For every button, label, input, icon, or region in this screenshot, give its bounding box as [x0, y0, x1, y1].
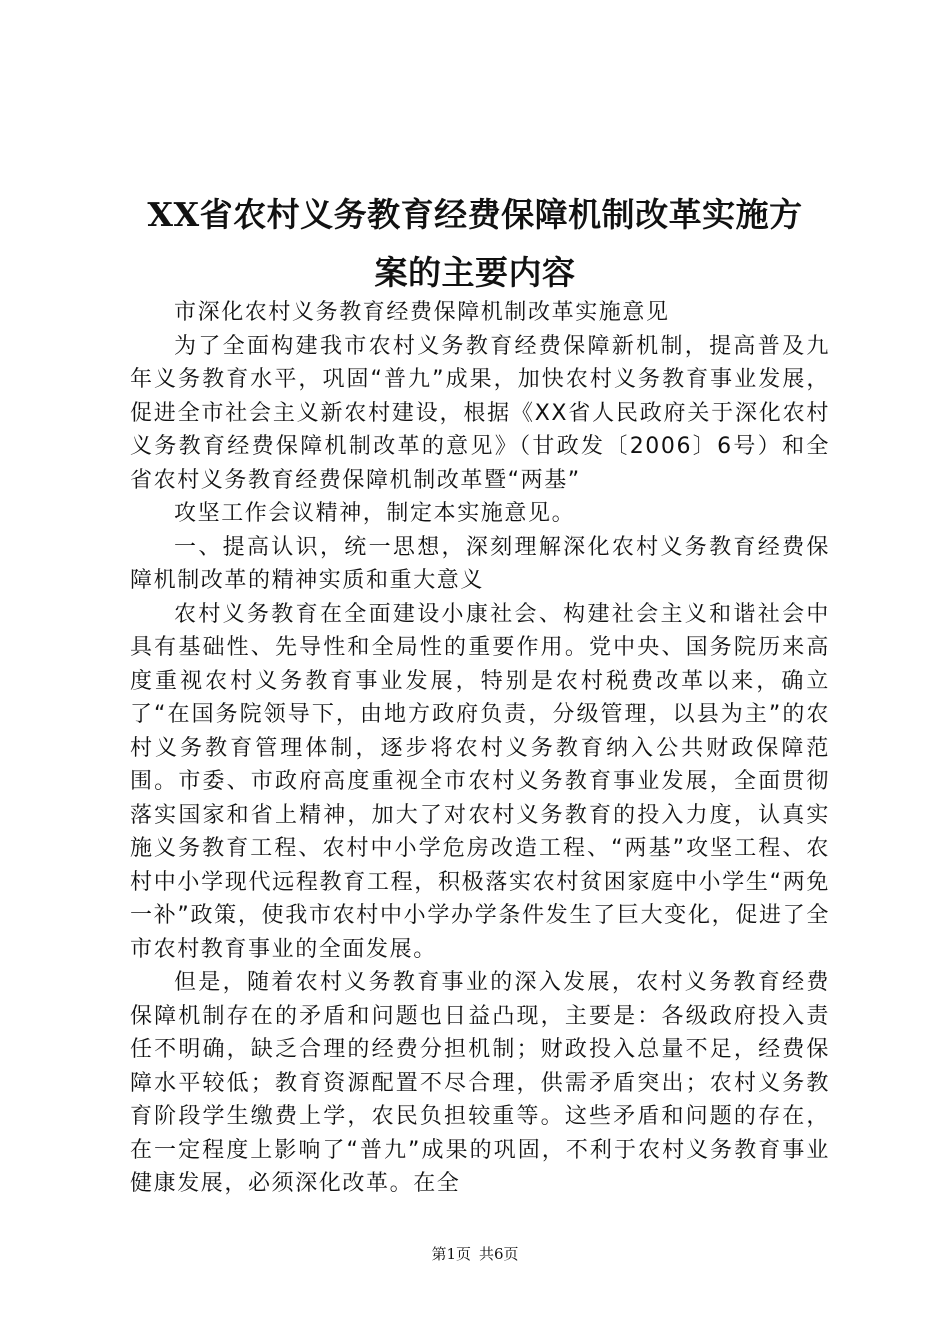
paragraph-subtitle: 市深化农村义务教育经费保障机制改革实施意见 — [174, 300, 670, 325]
document-title — [110, 186, 840, 302]
paragraph-intro-continued: 攻坚工作会议精神，制定本实施意见。 — [174, 501, 576, 526]
section-heading-1: 一、提高认识，统一思想，深刻理解深化农村义务教育经费保障机制改革的精神实质和重大意义 — [130, 534, 830, 593]
title-line-2: 案的主要内容 — [374, 253, 576, 292]
page-footer — [0, 1244, 950, 1264]
paragraph-background: 农村义务教育在全面建设小康社会、构建社会主义和谐社会中具有基础性、先导性和全局性的重要作用。党中央、国务院历来高度重视农村义务教育事业发展，特别是农村税费改革以来，确立了“在国务院领导下，由地方政府负责，分级管理，以县为主”的农村义务教育管理体制，逐步将农村义务教育纳入公共财政保障范围。市委、市政府高度重视全市农村义务教育事业发展，全面贯彻落实国家和省上精神，加大了对农村义务教育的投入力度，认真实施义务教育工程、农村中小学危房改造工程、“两基”攻坚工程、农村中小学现代远程教育工程，积极落实农村贫困家庭中小学生“两免一补”政策，使我市农村中小学办学条件发生了巨大变化，促进了全市农村教育事业的全面发展。 — [130, 601, 830, 962]
page-total: 共6页 — [479, 1245, 519, 1263]
document-body — [130, 296, 830, 1201]
paragraph-problems: 但是，随着农村义务教育事业的深入发展，农村义务教育经费保障机制存在的矛盾和问题也日益凸现，主要是：各级政府投入责任不明确，缺乏合理的经费分担机制；财政投入总量不足，经费保障水平较低；教育资源配置不尽合理，供需矛盾突出；农村义务教育阶段学生缴费上学，农民负担较重等。这些矛盾和问题的存在，在一定程度上影响了“普九”成果的巩固，不利于农村义务教育事业健康发展，必须深化改革。在全 — [130, 970, 830, 1196]
paragraph-intro: 为了全面构建我市农村义务教育经费保障新机制，提高普及九年义务教育水平，巩固“普九”成果，加快农村义务教育事业发展，促进全市社会主义新农村建设，根据《XX省人民政府关于深化农村义务教育经费保障机制改革的意见》（甘政发〔2006〕6号）和全省农村义务教育经费保障机制改革暨“两基” — [130, 333, 830, 493]
page-number: 第1页 — [431, 1245, 471, 1263]
title-line-1: XX省农村义务教育经费保障机制改革实施方 — [147, 195, 803, 234]
